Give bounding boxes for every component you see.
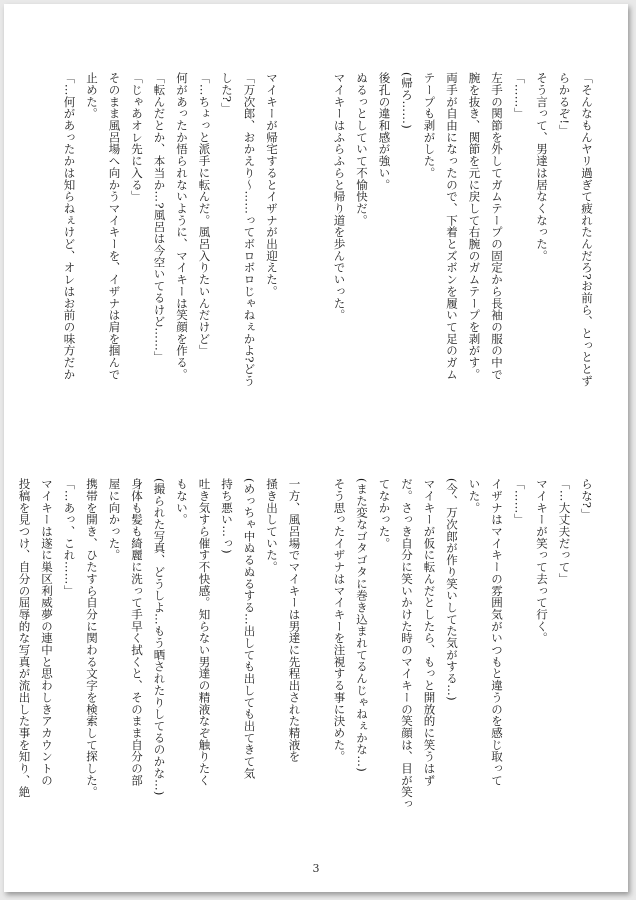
- text-line: 「…大丈夫だって」: [557, 478, 572, 585]
- text-line: 何があったか悟られないように、マイキーは笑顔を作る。: [175, 72, 189, 381]
- text-line: (撮られた写真、どうしよ…もう晒されたりしてるのかな…): [152, 478, 167, 796]
- text-line: 「…あっ、これ……」: [62, 478, 77, 597]
- text-line: そう思ったイザナはマイキーを注視する事に決めた。: [332, 478, 347, 763]
- text-line: 「…ちょっと派手に転んだ。風呂入りたいんだけど」: [197, 72, 212, 357]
- text-line: てなかった。: [377, 478, 392, 550]
- text-line: した?」: [220, 72, 234, 115]
- text-line: マイキーはふらふらと帰り道を歩んでいった。: [332, 72, 347, 321]
- text-line: 腕を抜き、関節を元に戻して右腕のガムテープを剥がす。: [467, 72, 482, 381]
- text-line: 一方、風呂場でマイキーは男達に先程出された精液を: [287, 478, 302, 763]
- text-line: 左手の関節を外してガムテープの固定から長袖の服の中で: [490, 72, 504, 381]
- text-line: だ。さっき自分に笑いかけた時のマイキーの笑顔は、目が笑っ: [400, 478, 414, 810]
- text-line: 吐き気すら催す不快感。知らない男達の精液なぞ触りたく: [197, 478, 212, 787]
- text-line: らな?」: [580, 478, 594, 521]
- text-line: そのまま風呂場へ向かうマイキーを、イザナは肩を掴んで: [107, 72, 122, 381]
- text-line: [283, 72, 306, 462]
- text-line: 掻き出していた。: [265, 478, 279, 573]
- text-line: 後孔の違和感が強い。: [377, 72, 392, 191]
- text-line: (今、万次郎が作り笑いしてた気がする…): [445, 478, 459, 701]
- text-line: 「転んだとか、本当か…?風呂は今空いてるけど……」: [152, 72, 167, 363]
- text-line: らかるぞ!」: [557, 72, 572, 137]
- text-line: もない。: [175, 478, 189, 526]
- text-line: [306, 72, 329, 462]
- page-number: 3: [312, 862, 320, 875]
- text-line: (また変なゴタゴタに巻き込まれてるんじゃねぇかな…): [355, 478, 369, 773]
- text-line: [306, 478, 329, 854]
- text-line: 「万次郎、おかえり〜……ってボロボロじゃねぇかよ?どう: [242, 72, 257, 387]
- text-line: 携帯を開き、ひたすら自分に関わる文字を検索して探した。: [85, 478, 99, 798]
- text-line: 持ち悪い…っ): [220, 478, 234, 554]
- text-line: 両手が自由になったので、下着とズボンを履いて足のガム: [445, 72, 459, 381]
- text-line: イザナはマイキーの雰囲気がいつもと違うのを感じ取って: [490, 478, 504, 787]
- text-line: 「そんなもんヤリ過ぎて疲れたんだろ?お前ら、とっととず: [580, 72, 594, 387]
- text-line: マイキーが仮に転んだとしたら、もっと開放的に笑うはず: [422, 478, 437, 787]
- text-line: テープも剥がした。: [422, 72, 437, 179]
- upper-text-block: [58, 72, 598, 462]
- text-line: マイキーが帰宅するとイザナが出迎えた。: [265, 72, 279, 298]
- text-line: そう言って、男達は居なくなった。: [535, 72, 549, 262]
- text-line: 「…何があったかは知らねぇけど、オレはお前の味方だか: [62, 72, 77, 381]
- text-line: 「……」: [512, 478, 527, 526]
- text-line: 「じゃあオレ先に入る」: [130, 72, 144, 203]
- text-line: ぬるっとしていて不愉快だ。: [355, 72, 369, 227]
- text-line: 投稿を見つけ、自分の屈辱的な写真が流出した事を知り、絶: [17, 478, 32, 798]
- text-line: 屋に向かった。: [107, 478, 122, 561]
- text-line: (帰ろ……): [400, 72, 414, 130]
- lower-text-block: [13, 478, 598, 854]
- text-line: (めっちゃ中ぬるぬるする…出しても出しても出てきて気: [242, 478, 257, 780]
- text-line: いた。: [467, 478, 482, 514]
- text-line: 止めた。: [85, 72, 99, 120]
- book-page: [4, 4, 628, 892]
- text-line: マイキーが笑って去って行く。: [535, 478, 549, 644]
- text-line: マイキーは遂に巣区利威夢の連中と思わしきアカウントの: [40, 478, 54, 787]
- text-line: 「……」: [512, 72, 527, 120]
- text-line: 身体も髪も綺麗に洗って手早く拭くと、そのまま自分の部: [130, 478, 144, 787]
